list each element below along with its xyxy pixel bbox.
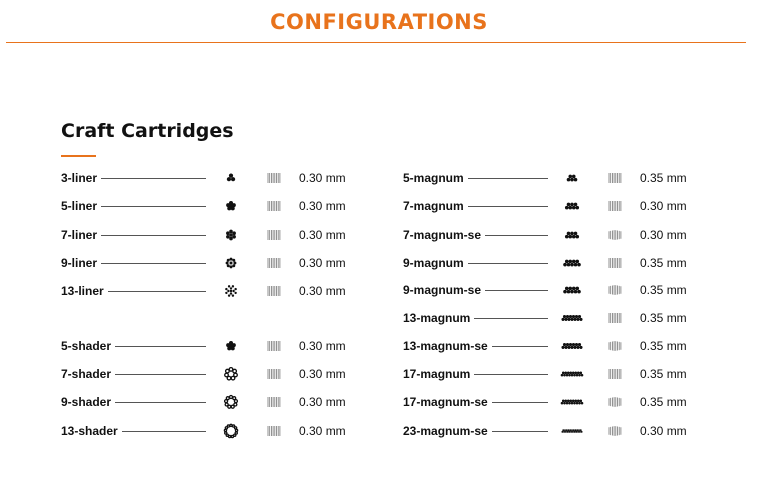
configuration-row: [61, 253, 361, 273]
needle-dot: [566, 315, 569, 318]
needle-dot: [574, 263, 578, 267]
needle-dot: [572, 431, 574, 433]
needle-dot: [574, 232, 578, 236]
needle-bars-icon: [267, 229, 285, 241]
needle-dot: [566, 429, 568, 431]
needle-dot: [563, 402, 566, 405]
needle-diameter: 0.35 mm: [640, 339, 687, 353]
needle-dot: [575, 315, 578, 318]
needle-diameter: 0.30 mm: [640, 199, 687, 213]
needle-configuration-icon: [216, 253, 246, 273]
needle-dot: [562, 400, 565, 403]
needle-configuration-icon: [557, 336, 587, 356]
needle-dot: [573, 402, 576, 405]
needle-dot: [563, 374, 566, 377]
needle-diameter: 0.30 mm: [299, 256, 346, 270]
header-divider: [6, 42, 746, 43]
needle-configuration-icon: [216, 364, 246, 384]
needle-dot: [232, 231, 236, 235]
configuration-name: 13-liner: [61, 281, 108, 301]
needle-dot: [572, 315, 575, 318]
configuration-name: 7-magnum-se: [403, 225, 485, 245]
needle-dot: [573, 429, 575, 431]
needle-dot: [563, 343, 566, 346]
needle-dot: [230, 290, 232, 292]
needle-dot: [232, 290, 234, 292]
needle-diameter: 0.35 mm: [640, 367, 687, 381]
needle-dot: [226, 262, 229, 265]
needle-bars-icon: [608, 284, 626, 296]
configuration-name: 9-liner: [61, 253, 101, 273]
section-title: Craft Cartridges: [61, 120, 234, 142]
configuration-name: 7-liner: [61, 225, 101, 245]
configuration-name: 5-shader: [61, 336, 115, 356]
needle-configuration-icon: [216, 168, 246, 188]
needle-bars-icon: [608, 172, 626, 184]
needle-dot: [570, 431, 572, 433]
needle-dot: [579, 372, 582, 375]
needle-dot: [227, 259, 230, 262]
needle-dot: [228, 294, 230, 296]
needle-dot: [574, 400, 577, 403]
needle-dot: [570, 318, 573, 321]
configuration-row: [61, 336, 361, 356]
configuration-row: [403, 225, 703, 245]
needle-dot: [230, 292, 232, 294]
needle-diameter: 0.30 mm: [299, 339, 346, 353]
needle-diameter: 0.35 mm: [640, 256, 687, 270]
needle-dot: [565, 260, 569, 264]
needle-bars-icon: [267, 257, 285, 269]
needle-configuration-icon: [216, 392, 246, 412]
needle-dot: [570, 232, 574, 236]
needle-dot: [229, 233, 233, 237]
configuration-row: [61, 196, 361, 216]
needle-dot: [232, 235, 236, 239]
needle-dot: [226, 397, 229, 400]
configuration-row: [403, 253, 703, 273]
needle-bars-icon: [267, 425, 285, 437]
needle-dot: [573, 318, 576, 321]
needle-dot: [561, 346, 564, 349]
needle-dot: [230, 287, 232, 289]
needle-dot: [574, 178, 578, 182]
needle-dot: [568, 206, 572, 210]
needle-dot: [575, 260, 579, 264]
needle-dot: [572, 287, 576, 291]
needle-configuration-icon: [216, 196, 246, 216]
needle-dot: [568, 431, 570, 433]
needle-diameter: 0.35 mm: [640, 171, 687, 185]
needle-dot: [572, 206, 576, 210]
needle-diameter: 0.30 mm: [299, 199, 346, 213]
needle-dot: [228, 285, 230, 287]
needle-dot: [575, 343, 578, 346]
needle-dot: [563, 263, 567, 267]
needle-dot: [577, 400, 580, 403]
configuration-row: [403, 280, 703, 300]
needle-dot: [561, 431, 563, 433]
needle-bars-icon: [267, 368, 285, 380]
needle-dot: [574, 431, 576, 433]
needle-dot: [574, 203, 578, 207]
needle-dot: [229, 230, 233, 234]
needle-dot: [569, 343, 572, 346]
needle-dot: [570, 263, 574, 267]
configuration-name: 23-magnum-se: [403, 421, 492, 441]
needle-dot: [229, 174, 233, 178]
needle-bars-icon: [608, 340, 626, 352]
needle-dot: [579, 346, 582, 349]
configuration-row: [61, 421, 361, 441]
needle-dot: [568, 287, 572, 291]
needle-dot: [579, 431, 581, 433]
needle-dot: [227, 177, 231, 181]
needle-dot: [572, 343, 575, 346]
needle-dot: [225, 288, 227, 290]
needle-dot: [232, 285, 234, 287]
needle-configuration-icon: [216, 421, 246, 441]
needle-dot: [567, 178, 571, 182]
needle-dot: [563, 431, 565, 433]
needle-dot: [575, 206, 579, 210]
needle-dot: [571, 374, 574, 377]
needle-dot: [566, 374, 569, 377]
needle-dot: [231, 206, 235, 210]
needle-bars-icon: [267, 396, 285, 408]
needle-dot: [566, 402, 569, 405]
needle-dot: [231, 405, 234, 408]
needle-dot: [567, 372, 570, 375]
configuration-row: [403, 196, 703, 216]
needle-dot: [567, 431, 569, 433]
configuration-name: 17-magnum: [403, 364, 474, 384]
needle-dot: [226, 231, 230, 235]
needle-diameter: 0.35 mm: [640, 283, 687, 297]
needle-dot: [231, 376, 235, 380]
needle-dot: [231, 346, 235, 350]
configuration-row: [61, 168, 361, 188]
section-title-underline: [61, 155, 96, 157]
needle-dot: [234, 288, 236, 290]
needle-dot: [575, 235, 579, 239]
needle-bars-icon: [267, 285, 285, 297]
needle-dot: [567, 318, 570, 321]
needle-diameter: 0.30 mm: [640, 228, 687, 242]
needle-dot: [227, 264, 230, 267]
needle-bars-icon: [267, 200, 285, 212]
needle-configuration-icon: [557, 225, 587, 245]
configuration-row: [403, 168, 703, 188]
needle-dot: [566, 343, 569, 346]
configuration-name: 13-shader: [61, 421, 122, 441]
needle-dot: [567, 400, 570, 403]
needle-dot: [226, 369, 230, 373]
needle-dot: [233, 262, 236, 265]
needle-diameter: 0.35 mm: [640, 311, 687, 325]
needle-dot: [562, 372, 565, 375]
needle-dot: [578, 343, 581, 346]
needle-bars-icon: [608, 368, 626, 380]
needle-dot: [226, 203, 230, 207]
needle-dot: [561, 318, 564, 321]
needle-dot: [564, 346, 567, 349]
needle-dot: [573, 346, 576, 349]
needle-configuration-icon: [557, 168, 587, 188]
needle-dot: [578, 429, 580, 431]
needle-dot: [575, 431, 577, 433]
needle-dot: [569, 400, 572, 403]
needle-dot: [232, 294, 234, 296]
needle-dot: [568, 235, 572, 239]
needle-dot: [568, 175, 572, 179]
needle-dot: [576, 402, 579, 405]
needle-dot: [567, 232, 571, 236]
needle-dot: [564, 400, 567, 403]
needle-bars-icon: [267, 340, 285, 352]
configuration-row: [61, 225, 361, 245]
configuration-name: 13-magnum: [403, 308, 474, 328]
needle-bars-icon: [608, 396, 626, 408]
needle-configuration-icon: [216, 225, 246, 245]
needle-dot: [569, 315, 572, 318]
needle-dot: [570, 203, 574, 207]
needle-configuration-icon: [557, 253, 587, 273]
needle-dot: [231, 177, 235, 181]
needle-bars-icon: [608, 312, 626, 324]
needle-dot: [569, 429, 571, 431]
needle-dot: [570, 178, 574, 182]
needle-bars-icon: [608, 425, 626, 437]
needle-dot: [570, 290, 574, 294]
configuration-row: [403, 336, 703, 356]
needle-dot: [564, 429, 566, 431]
needle-dot: [568, 429, 570, 431]
needle-dot: [572, 400, 575, 403]
needle-dot: [225, 432, 227, 434]
configuration-row: [403, 421, 703, 441]
needle-dot: [225, 373, 229, 377]
needle-dot: [571, 402, 574, 405]
configuration-name: 9-magnum: [403, 253, 468, 273]
needle-dot: [572, 235, 576, 239]
needle-dot: [575, 429, 577, 431]
needle-diameter: 0.30 mm: [299, 284, 346, 298]
needle-dot: [230, 396, 233, 399]
needle-bars-icon: [267, 172, 285, 184]
needle-configuration-icon: [557, 364, 587, 384]
needle-dot: [232, 264, 235, 267]
needle-diameter: 0.30 mm: [299, 228, 346, 242]
needle-dot: [563, 315, 566, 318]
needle-dot: [581, 402, 584, 405]
needle-dot: [235, 429, 237, 431]
needle-dot: [568, 260, 572, 264]
needle-dot: [230, 258, 233, 261]
page-title: CONFIGURATIONS: [270, 10, 488, 34]
needle-dot: [581, 374, 584, 377]
configuration-name: 13-magnum-se: [403, 336, 492, 356]
needle-diameter: 0.30 mm: [640, 424, 687, 438]
needle-dot: [575, 287, 579, 291]
needle-dot: [577, 290, 581, 294]
needle-dot: [572, 260, 576, 264]
needle-dot: [229, 237, 233, 241]
needle-dot: [230, 262, 233, 265]
needle-dot: [567, 346, 570, 349]
needle-dot: [226, 235, 230, 239]
needle-dot: [233, 369, 237, 373]
needle-dot: [576, 429, 578, 431]
needle-dot: [564, 372, 567, 375]
needle-dot: [230, 424, 232, 426]
needle-dot: [565, 235, 569, 239]
needle-configuration-icon: [216, 281, 246, 301]
needle-dot: [567, 203, 571, 207]
needle-dot: [574, 290, 578, 294]
needle-configuration-icon: [557, 308, 587, 328]
needle-configuration-icon: [557, 392, 587, 412]
configuration-row: [61, 281, 361, 301]
needle-dot: [234, 292, 236, 294]
needle-configuration-icon: [216, 336, 246, 356]
needle-dot: [574, 372, 577, 375]
needle-dot: [231, 435, 233, 437]
needle-configuration-icon: [557, 280, 587, 300]
needle-diameter: 0.30 mm: [299, 424, 346, 438]
needle-dot: [573, 374, 576, 377]
needle-diameter: 0.35 mm: [640, 395, 687, 409]
configuration-name: 5-magnum: [403, 168, 468, 188]
needle-dot: [580, 429, 582, 431]
needle-dot: [227, 425, 229, 427]
needle-dot: [577, 263, 581, 267]
needle-dot: [577, 372, 580, 375]
needle-diameter: 0.30 mm: [299, 171, 346, 185]
needle-dot: [226, 343, 230, 347]
needle-dot: [561, 374, 564, 377]
needle-dot: [578, 374, 581, 377]
needle-dot: [565, 287, 569, 291]
configuration-name: 9-shader: [61, 392, 115, 412]
needle-dot: [572, 372, 575, 375]
needle-dot: [561, 402, 564, 405]
needle-dot: [572, 175, 576, 179]
configuration-name: 3-liner: [61, 168, 101, 188]
needle-dot: [232, 259, 235, 262]
needle-configuration-icon: [557, 421, 587, 441]
needle-dot: [569, 372, 572, 375]
needle-configuration-icon: [557, 196, 587, 216]
needle-diameter: 0.30 mm: [299, 395, 346, 409]
configuration-row: [61, 364, 361, 384]
needle-dot: [567, 290, 571, 294]
needle-dot: [565, 431, 567, 433]
configuration-row: [403, 392, 703, 412]
configuration-row: [403, 364, 703, 384]
configuration-name: 7-magnum: [403, 196, 468, 216]
needle-bars-icon: [608, 229, 626, 241]
needle-dot: [576, 346, 579, 349]
needle-dot: [578, 402, 581, 405]
needle-dot: [577, 431, 579, 433]
needle-dot: [225, 403, 228, 406]
needle-diameter: 0.30 mm: [299, 367, 346, 381]
needle-dot: [579, 400, 582, 403]
needle-dot: [227, 290, 229, 292]
needle-dot: [581, 431, 583, 433]
needle-dot: [562, 429, 564, 431]
needle-dot: [563, 290, 567, 294]
needle-dot: [564, 318, 567, 321]
configuration-name: 17-magnum-se: [403, 392, 492, 412]
needle-bars-icon: [608, 200, 626, 212]
needle-dot: [571, 429, 573, 431]
needle-dot: [579, 318, 582, 321]
needle-dot: [570, 346, 573, 349]
needle-dot: [225, 292, 227, 294]
needle-bars-icon: [608, 257, 626, 269]
configuration-row: [61, 392, 361, 412]
configuration-name: 7-shader: [61, 364, 115, 384]
needle-dot: [578, 315, 581, 318]
needle-dot: [568, 374, 571, 377]
configuration-row: [403, 308, 703, 328]
needle-dot: [234, 400, 237, 403]
needle-dot: [230, 265, 233, 268]
needle-dot: [576, 374, 579, 377]
needle-dot: [576, 318, 579, 321]
configuration-name: 5-liner: [61, 196, 101, 216]
needle-dot: [565, 206, 569, 210]
needle-dot: [568, 402, 571, 405]
configuration-name: 9-magnum-se: [403, 280, 485, 300]
needle-dot: [567, 263, 571, 267]
